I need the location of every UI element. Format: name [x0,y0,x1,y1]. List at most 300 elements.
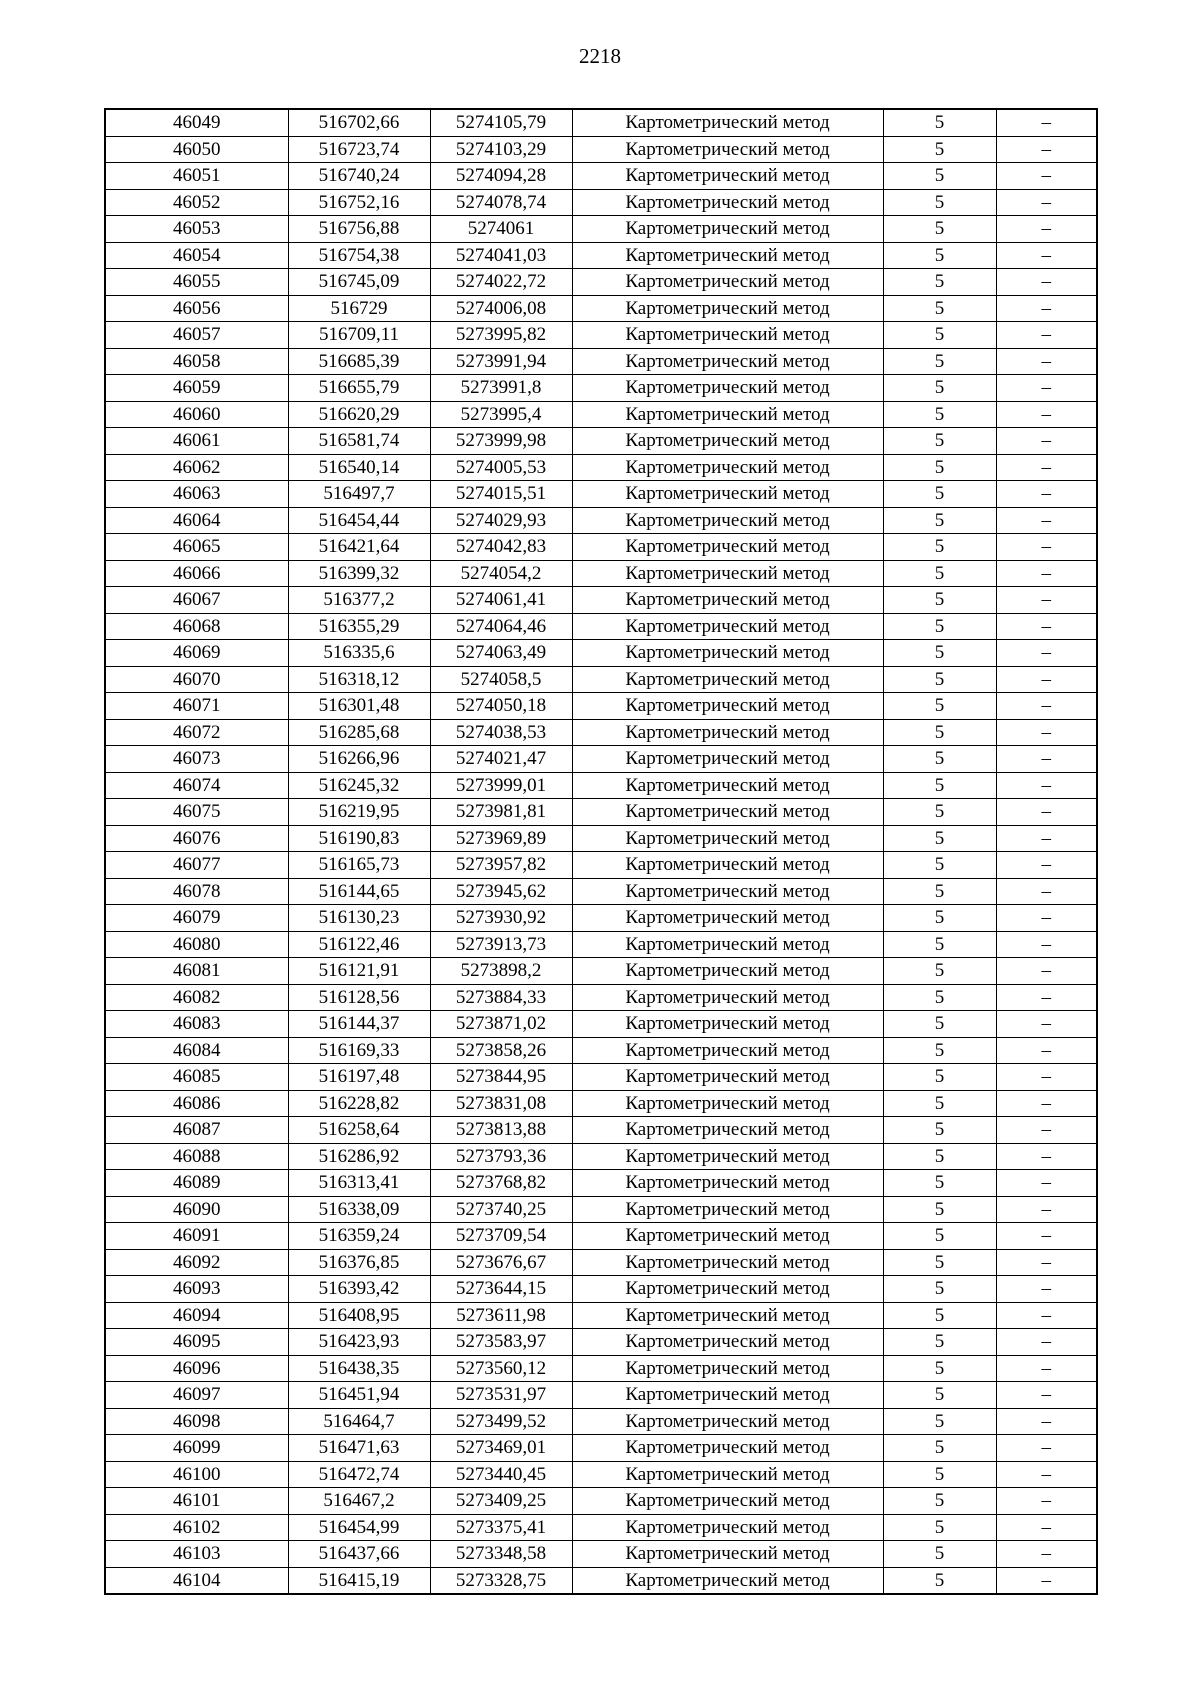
y-coordinate-cell: 5274005,53 [430,454,572,481]
table-row [105,1011,1097,1038]
y-coordinate-cell: 5273676,67 [430,1249,572,1276]
coordinates-table [104,108,1098,1595]
x-coordinate-cell: 516540,14 [288,454,430,481]
point-number-cell: 46073 [105,746,288,773]
x-coordinate-cell: 516335,6 [288,640,430,667]
y-coordinate-cell: 5273328,75 [430,1567,572,1594]
table-row [105,348,1097,375]
extra-cell: – [996,1541,1097,1568]
x-coordinate-cell: 516423,93 [288,1329,430,1356]
point-number-cell: 46091 [105,1223,288,1250]
x-coordinate-cell: 516393,42 [288,1276,430,1303]
extra-cell: – [996,454,1097,481]
accuracy-cell: 5 [883,1276,996,1303]
accuracy-cell: 5 [883,1196,996,1223]
x-coordinate-cell: 516258,64 [288,1117,430,1144]
extra-cell: – [996,1514,1097,1541]
extra-cell: – [996,666,1097,693]
extra-cell: – [996,984,1097,1011]
accuracy-cell: 5 [883,295,996,322]
point-number-cell: 46088 [105,1143,288,1170]
y-coordinate-cell: 5273469,01 [430,1435,572,1462]
accuracy-cell: 5 [883,799,996,826]
method-cell: Картометрический метод [572,1355,883,1382]
method-cell: Картометрический метод [572,375,883,402]
table-row [105,825,1097,852]
accuracy-cell: 5 [883,1329,996,1356]
accuracy-cell: 5 [883,613,996,640]
method-cell: Картометрический метод [572,428,883,455]
table-row [105,931,1097,958]
extra-cell: – [996,375,1097,402]
extra-cell: – [996,1302,1097,1329]
point-number-cell: 46087 [105,1117,288,1144]
y-coordinate-cell: 5273740,25 [430,1196,572,1223]
method-cell: Картометрический метод [572,1249,883,1276]
table-row [105,640,1097,667]
y-coordinate-cell: 5273409,25 [430,1488,572,1515]
x-coordinate-cell: 516709,11 [288,322,430,349]
table-row [105,1117,1097,1144]
y-coordinate-cell: 5274078,74 [430,189,572,216]
method-cell: Картометрический метод [572,1408,883,1435]
table-row [105,1037,1097,1064]
x-coordinate-cell: 516228,82 [288,1090,430,1117]
y-coordinate-cell: 5274105,79 [430,109,572,136]
table-row [105,1488,1097,1515]
method-cell: Картометрический метод [572,693,883,720]
point-number-cell: 46065 [105,534,288,561]
method-cell: Картометрический метод [572,109,883,136]
y-coordinate-cell: 5273440,45 [430,1461,572,1488]
table-row [105,322,1097,349]
method-cell: Картометрический метод [572,136,883,163]
point-number-cell: 46082 [105,984,288,1011]
accuracy-cell: 5 [883,587,996,614]
table-row [105,375,1097,402]
y-coordinate-cell: 5273995,82 [430,322,572,349]
accuracy-cell: 5 [883,852,996,879]
accuracy-cell: 5 [883,1143,996,1170]
y-coordinate-cell: 5273375,41 [430,1514,572,1541]
extra-cell: – [996,242,1097,269]
point-number-cell: 46097 [105,1382,288,1409]
point-number-cell: 46063 [105,481,288,508]
table-row [105,693,1097,720]
table-row [105,1382,1097,1409]
x-coordinate-cell: 516301,48 [288,693,430,720]
point-number-cell: 46061 [105,428,288,455]
extra-cell: – [996,1461,1097,1488]
extra-cell: – [996,109,1097,136]
accuracy-cell: 5 [883,109,996,136]
y-coordinate-cell: 5273995,4 [430,401,572,428]
point-number-cell: 46080 [105,931,288,958]
table-row [105,746,1097,773]
method-cell: Картометрический метод [572,587,883,614]
accuracy-cell: 5 [883,1435,996,1462]
method-cell: Картометрический метод [572,1329,883,1356]
y-coordinate-cell: 5273583,97 [430,1329,572,1356]
method-cell: Картометрический метод [572,1196,883,1223]
table-row [105,1355,1097,1382]
y-coordinate-cell: 5274038,53 [430,719,572,746]
table-row [105,984,1097,1011]
extra-cell: – [996,1064,1097,1091]
method-cell: Картометрический метод [572,1541,883,1568]
table-row [105,401,1097,428]
method-cell: Картометрический метод [572,984,883,1011]
point-number-cell: 46093 [105,1276,288,1303]
method-cell: Картометрический метод [572,1514,883,1541]
x-coordinate-cell: 516121,91 [288,958,430,985]
x-coordinate-cell: 516169,33 [288,1037,430,1064]
point-number-cell: 46090 [105,1196,288,1223]
accuracy-cell: 5 [883,931,996,958]
y-coordinate-cell: 5273611,98 [430,1302,572,1329]
method-cell: Картометрический метод [572,1223,883,1250]
accuracy-cell: 5 [883,1090,996,1117]
extra-cell: – [996,1196,1097,1223]
accuracy-cell: 5 [883,1382,996,1409]
point-number-cell: 46058 [105,348,288,375]
method-cell: Картометрический метод [572,1064,883,1091]
table-row [105,1196,1097,1223]
table-row [105,1249,1097,1276]
x-coordinate-cell: 516219,95 [288,799,430,826]
table-row [105,958,1097,985]
table-row [105,242,1097,269]
y-coordinate-cell: 5274061 [430,216,572,243]
accuracy-cell: 5 [883,958,996,985]
method-cell: Картометрический метод [572,1011,883,1038]
point-number-cell: 46102 [105,1514,288,1541]
method-cell: Картометрический метод [572,640,883,667]
table-row [105,560,1097,587]
table-row [105,1329,1097,1356]
point-number-cell: 46103 [105,1541,288,1568]
x-coordinate-cell: 516338,09 [288,1196,430,1223]
extra-cell: – [996,772,1097,799]
method-cell: Картометрический метод [572,1090,883,1117]
extra-cell: – [996,746,1097,773]
method-cell: Картометрический метод [572,772,883,799]
method-cell: Картометрический метод [572,534,883,561]
x-coordinate-cell: 516245,32 [288,772,430,799]
table-row [105,1541,1097,1568]
x-coordinate-cell: 516190,83 [288,825,430,852]
accuracy-cell: 5 [883,163,996,190]
extra-cell: – [996,507,1097,534]
x-coordinate-cell: 516285,68 [288,719,430,746]
accuracy-cell: 5 [883,401,996,428]
accuracy-cell: 5 [883,1514,996,1541]
method-cell: Картометрический метод [572,1567,883,1594]
y-coordinate-cell: 5274022,72 [430,269,572,296]
point-number-cell: 46079 [105,905,288,932]
point-number-cell: 46084 [105,1037,288,1064]
y-coordinate-cell: 5273768,82 [430,1170,572,1197]
method-cell: Картометрический метод [572,799,883,826]
accuracy-cell: 5 [883,719,996,746]
point-number-cell: 46092 [105,1249,288,1276]
table-row [105,1090,1097,1117]
point-number-cell: 46085 [105,1064,288,1091]
extra-cell: – [996,931,1097,958]
accuracy-cell: 5 [883,1064,996,1091]
point-number-cell: 46077 [105,852,288,879]
table-row [105,295,1097,322]
method-cell: Картометрический метод [572,613,883,640]
method-cell: Картометрический метод [572,295,883,322]
accuracy-cell: 5 [883,640,996,667]
point-number-cell: 46075 [105,799,288,826]
table-row [105,719,1097,746]
table-row [105,1276,1097,1303]
y-coordinate-cell: 5273884,33 [430,984,572,1011]
extra-cell: – [996,1037,1097,1064]
table-row [105,189,1097,216]
point-number-cell: 46064 [105,507,288,534]
table-row [105,1170,1097,1197]
point-number-cell: 46057 [105,322,288,349]
table-row [105,1514,1097,1541]
accuracy-cell: 5 [883,428,996,455]
y-coordinate-cell: 5274094,28 [430,163,572,190]
extra-cell: – [996,613,1097,640]
point-number-cell: 46069 [105,640,288,667]
x-coordinate-cell: 516454,44 [288,507,430,534]
accuracy-cell: 5 [883,375,996,402]
method-cell: Картометрический метод [572,322,883,349]
point-number-cell: 46078 [105,878,288,905]
method-cell: Картометрический метод [572,1382,883,1409]
table-row [105,534,1097,561]
x-coordinate-cell: 516408,95 [288,1302,430,1329]
extra-cell: – [996,1567,1097,1594]
table-row [105,587,1097,614]
x-coordinate-cell: 516655,79 [288,375,430,402]
table-row [105,905,1097,932]
table-row [105,109,1097,136]
point-number-cell: 46072 [105,719,288,746]
accuracy-cell: 5 [883,1302,996,1329]
extra-cell: – [996,852,1097,879]
method-cell: Картометрический метод [572,560,883,587]
extra-cell: – [996,1329,1097,1356]
point-number-cell: 46095 [105,1329,288,1356]
point-number-cell: 46055 [105,269,288,296]
method-cell: Картометрический метод [572,269,883,296]
y-coordinate-cell: 5274054,2 [430,560,572,587]
method-cell: Картометрический метод [572,401,883,428]
y-coordinate-cell: 5274021,47 [430,746,572,773]
y-coordinate-cell: 5273969,89 [430,825,572,852]
table-row [105,799,1097,826]
accuracy-cell: 5 [883,1567,996,1594]
point-number-cell: 46101 [105,1488,288,1515]
extra-cell: – [996,216,1097,243]
y-coordinate-cell: 5273499,52 [430,1408,572,1435]
y-coordinate-cell: 5273560,12 [430,1355,572,1382]
x-coordinate-cell: 516497,7 [288,481,430,508]
accuracy-cell: 5 [883,1541,996,1568]
point-number-cell: 46052 [105,189,288,216]
x-coordinate-cell: 516620,29 [288,401,430,428]
method-cell: Картометрический метод [572,1170,883,1197]
x-coordinate-cell: 516144,37 [288,1011,430,1038]
table-row [105,1408,1097,1435]
extra-cell: – [996,189,1097,216]
extra-cell: – [996,1170,1097,1197]
y-coordinate-cell: 5273644,15 [430,1276,572,1303]
table-row [105,163,1097,190]
y-coordinate-cell: 5273991,8 [430,375,572,402]
point-number-cell: 46089 [105,1170,288,1197]
accuracy-cell: 5 [883,242,996,269]
page-number: 2218 [579,44,621,68]
extra-cell: – [996,348,1097,375]
x-coordinate-cell: 516122,46 [288,931,430,958]
y-coordinate-cell: 5273858,26 [430,1037,572,1064]
x-coordinate-cell: 516454,99 [288,1514,430,1541]
y-coordinate-cell: 5273831,08 [430,1090,572,1117]
x-coordinate-cell: 516754,38 [288,242,430,269]
y-coordinate-cell: 5274029,93 [430,507,572,534]
y-coordinate-cell: 5273531,97 [430,1382,572,1409]
table-row [105,1567,1097,1594]
point-number-cell: 46099 [105,1435,288,1462]
extra-cell: – [996,1276,1097,1303]
x-coordinate-cell: 516740,24 [288,163,430,190]
table-row [105,481,1097,508]
extra-cell: – [996,1117,1097,1144]
point-number-cell: 46054 [105,242,288,269]
point-number-cell: 46094 [105,1302,288,1329]
extra-cell: – [996,719,1097,746]
extra-cell: – [996,295,1097,322]
x-coordinate-cell: 516165,73 [288,852,430,879]
point-number-cell: 46059 [105,375,288,402]
extra-cell: – [996,905,1097,932]
x-coordinate-cell: 516421,64 [288,534,430,561]
x-coordinate-cell: 516359,24 [288,1223,430,1250]
x-coordinate-cell: 516472,74 [288,1461,430,1488]
point-number-cell: 46086 [105,1090,288,1117]
accuracy-cell: 5 [883,189,996,216]
y-coordinate-cell: 5274050,18 [430,693,572,720]
point-number-cell: 46060 [105,401,288,428]
method-cell: Картометрический метод [572,746,883,773]
point-number-cell: 46051 [105,163,288,190]
extra-cell: – [996,587,1097,614]
point-number-cell: 46056 [105,295,288,322]
x-coordinate-cell: 516702,66 [288,109,430,136]
method-cell: Картометрический метод [572,163,883,190]
table-row [105,428,1097,455]
method-cell: Картометрический метод [572,931,883,958]
extra-cell: – [996,428,1097,455]
accuracy-cell: 5 [883,348,996,375]
y-coordinate-cell: 5274103,29 [430,136,572,163]
x-coordinate-cell: 516266,96 [288,746,430,773]
table-row [105,613,1097,640]
y-coordinate-cell: 5273871,02 [430,1011,572,1038]
accuracy-cell: 5 [883,507,996,534]
accuracy-cell: 5 [883,905,996,932]
extra-cell: – [996,1408,1097,1435]
accuracy-cell: 5 [883,1408,996,1435]
x-coordinate-cell: 516399,32 [288,560,430,587]
table-row [105,1302,1097,1329]
accuracy-cell: 5 [883,1355,996,1382]
accuracy-cell: 5 [883,1170,996,1197]
y-coordinate-cell: 5274042,83 [430,534,572,561]
extra-cell: – [996,878,1097,905]
extra-cell: – [996,640,1097,667]
table-row [105,269,1097,296]
method-cell: Картометрический метод [572,348,883,375]
y-coordinate-cell: 5273913,73 [430,931,572,958]
accuracy-cell: 5 [883,693,996,720]
y-coordinate-cell: 5273709,54 [430,1223,572,1250]
table-row [105,216,1097,243]
table-row [105,666,1097,693]
extra-cell: – [996,1435,1097,1462]
x-coordinate-cell: 516467,2 [288,1488,430,1515]
extra-cell: – [996,958,1097,985]
x-coordinate-cell: 516581,74 [288,428,430,455]
accuracy-cell: 5 [883,454,996,481]
point-number-cell: 46053 [105,216,288,243]
x-coordinate-cell: 516723,74 [288,136,430,163]
extra-cell: – [996,1382,1097,1409]
coordinates-table-body [105,109,1097,1594]
extra-cell: – [996,1249,1097,1276]
x-coordinate-cell: 516464,7 [288,1408,430,1435]
table-row [105,772,1097,799]
table-row [105,878,1097,905]
extra-cell: – [996,560,1097,587]
x-coordinate-cell: 516438,35 [288,1355,430,1382]
table-row [105,1435,1097,1462]
table-row [105,852,1097,879]
point-number-cell: 46066 [105,560,288,587]
table-row [105,1223,1097,1250]
method-cell: Картометрический метод [572,454,883,481]
accuracy-cell: 5 [883,666,996,693]
y-coordinate-cell: 5273999,98 [430,428,572,455]
accuracy-cell: 5 [883,984,996,1011]
y-coordinate-cell: 5273999,01 [430,772,572,799]
extra-cell: – [996,401,1097,428]
point-number-cell: 46096 [105,1355,288,1382]
method-cell: Картометрический метод [572,1276,883,1303]
x-coordinate-cell: 516451,94 [288,1382,430,1409]
method-cell: Картометрический метод [572,1488,883,1515]
table-row [105,454,1097,481]
y-coordinate-cell: 5273844,95 [430,1064,572,1091]
extra-cell: – [996,1223,1097,1250]
x-coordinate-cell: 516318,12 [288,666,430,693]
y-coordinate-cell: 5274006,08 [430,295,572,322]
point-number-cell: 46081 [105,958,288,985]
y-coordinate-cell: 5274064,46 [430,613,572,640]
x-coordinate-cell: 516377,2 [288,587,430,614]
x-coordinate-cell: 516437,66 [288,1541,430,1568]
y-coordinate-cell: 5273945,62 [430,878,572,905]
method-cell: Картометрический метод [572,1117,883,1144]
